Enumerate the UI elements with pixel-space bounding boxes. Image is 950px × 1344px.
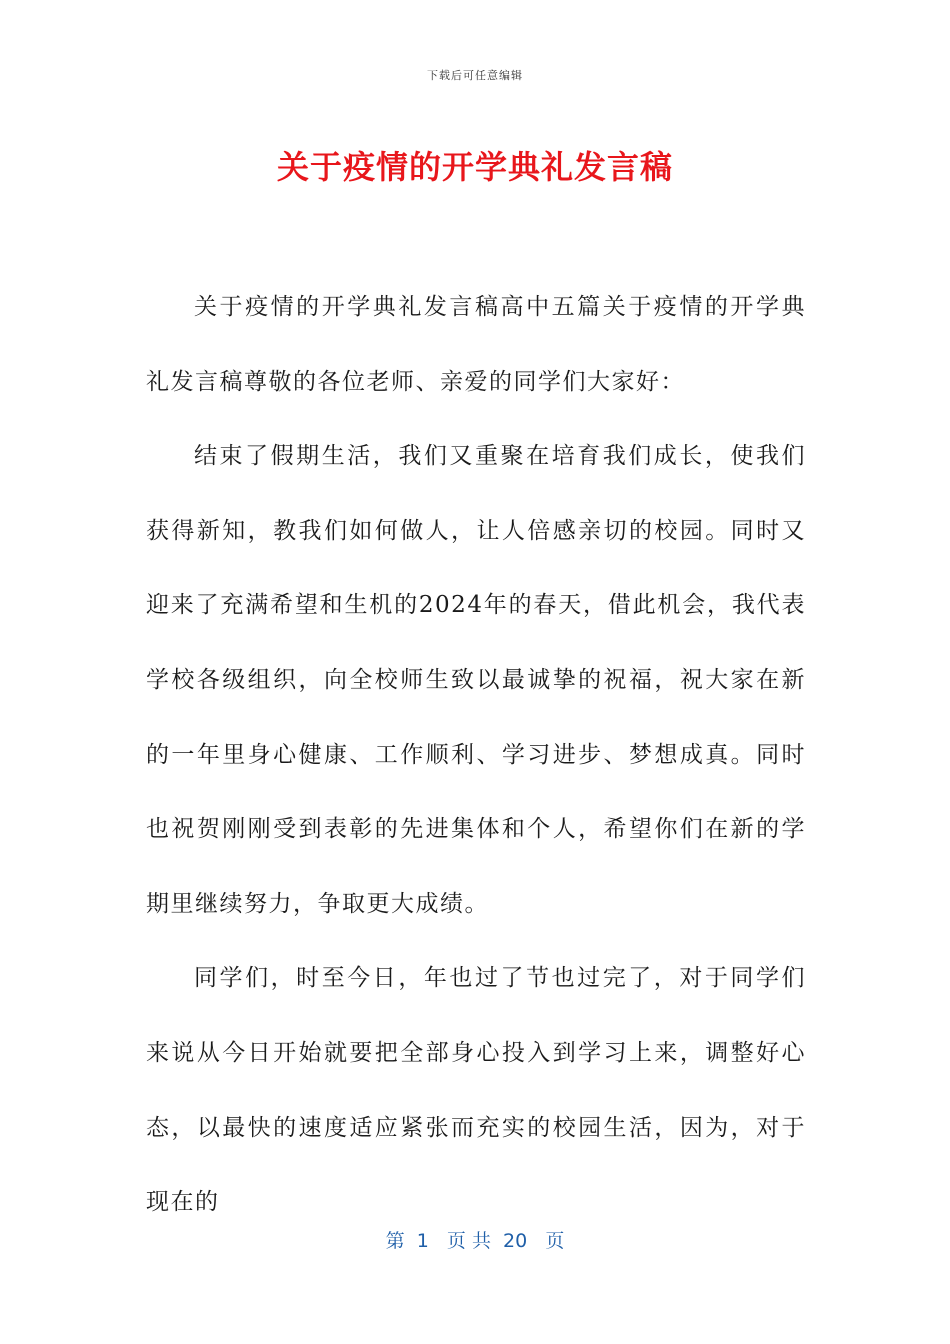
paragraph-intro: 关于疫情的开学典礼发言稿高中五篇关于疫情的开学典礼发言稿尊敬的各位老师、亲爱的同学们大家好： [146, 294, 806, 395]
paragraph-greeting: 结束了假期生活，我们又重聚在培育我们成长，使我们获得新知，教我们如何做人，让人倍感亲切的校园。同时又迎来了充满希望和生机的2024年的春天，借此机会，我代表学校各级组织，向全校师生致以最诚挚的祝福，祝大家在新的一年里身心健康、工作顺利、学习进步、梦想成真。同时也祝贺刚刚受到表彰的先进集体和个人，希望你们在新的学期里继续努力，争取更大成绩。 [146, 443, 806, 917]
document-title: 关于疫情的开学典礼发言稿 [276, 148, 673, 186]
header-note: 下载后可任意编辑 [427, 69, 523, 82]
page-number: 第 1 页 共 20 页 [385, 1230, 565, 1252]
document-body [146, 270, 806, 1240]
paragraph-students: 同学们，时至今日，年也过了节也过完了，对于同学们来说从今日开始就要把全部身心投入到学习上来，调整好心态，以最快的速度适应紧张而充实的校园生活，因为，对于现在的 [146, 965, 806, 1216]
